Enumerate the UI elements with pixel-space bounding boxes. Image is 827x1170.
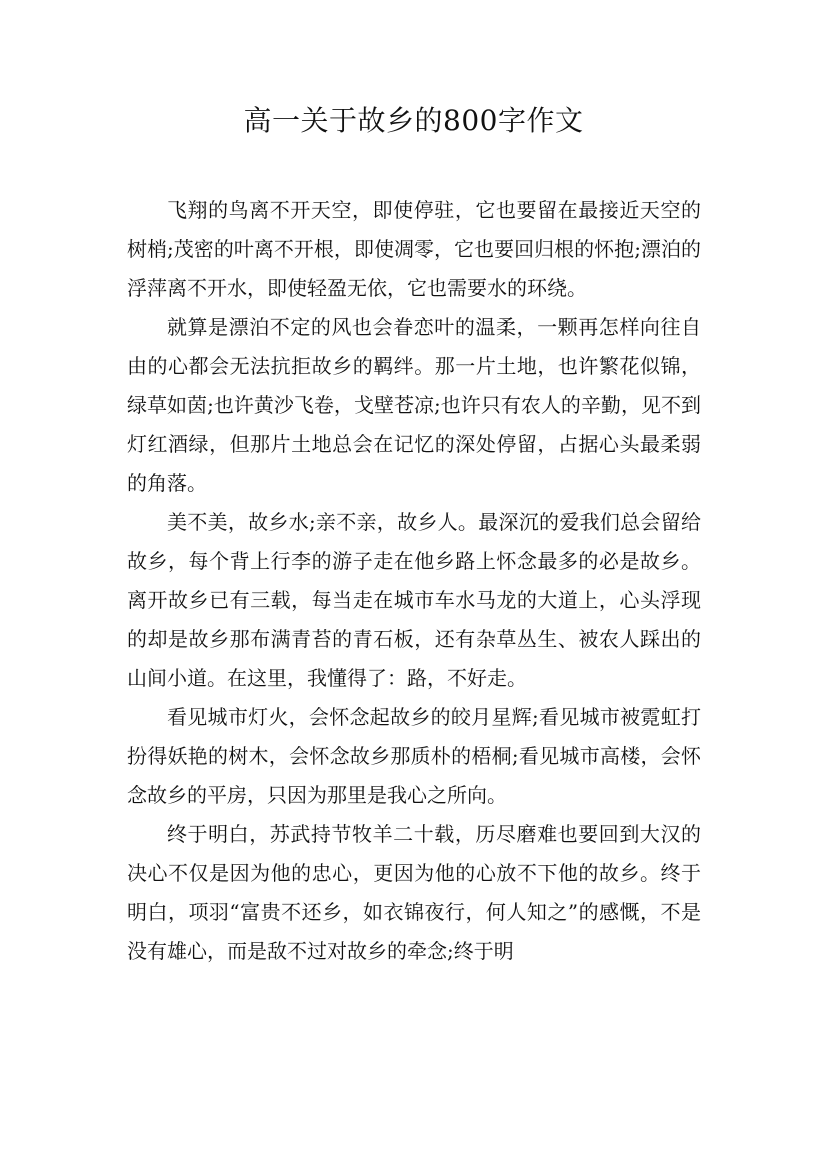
paragraph-3: 美不美，故乡水;亲不亲，故乡人。最深沉的爱我们总会留给故乡，每个背上行李的游子走在他乡路上怀念最多的必是故乡。离开故乡已有三载，每当走在城市车水马龙的大道上，心头浮现的却是故乡那布满青苔的青石板，还有杂草丛生、被农人踩出的山间小道。在这里，我懂得了：路，不好走。 [127, 510, 701, 690]
paragraph-2: 就算是漂泊不定的风也会眷恋叶的温柔，一颗再怎样向往自由的心都会无法抗拒故乡的羁绊。那一片土地，也许繁花似锦，绿草如茵;也许黄沙飞卷，戈壁苍凉;也许只有农人的辛勤，见不到灯红酒绿，但那片土地总会在记忆的深处停留，占据心头最柔弱的角落。 [127, 315, 701, 495]
document-title: 高一关于故乡的800字作文 [243, 104, 584, 137]
document-body [127, 191, 701, 971]
paragraph-5: 终于明白，苏武持节牧羊二十载，历尽磨难也要回到大汉的决心不仅是因为他的忠心，更因为他的心放不下他的故乡。终于明白，项羽“富贵不还乡，如衣锦夜行，何人知之”的感慨，不是没有雄心，而是敌不过对故乡的牵念;终于明 [127, 822, 701, 963]
paragraph-4: 看见城市灯火，会怀念起故乡的皎月星辉;看见城市被霓虹打扮得妖艳的树木，会怀念故乡那质朴的梧桐;看见城市高楼，会怀念故乡的平房，只因为那里是我心之所向。 [127, 705, 701, 807]
paragraph-1: 飞翔的鸟离不开天空，即使停驻，它也要留在最接近天空的树梢;茂密的叶离不开根，即使凋零，它也要回归根的怀抱;漂泊的浮萍离不开水，即使轻盈无依，它也需要水的环绕。 [127, 198, 701, 300]
